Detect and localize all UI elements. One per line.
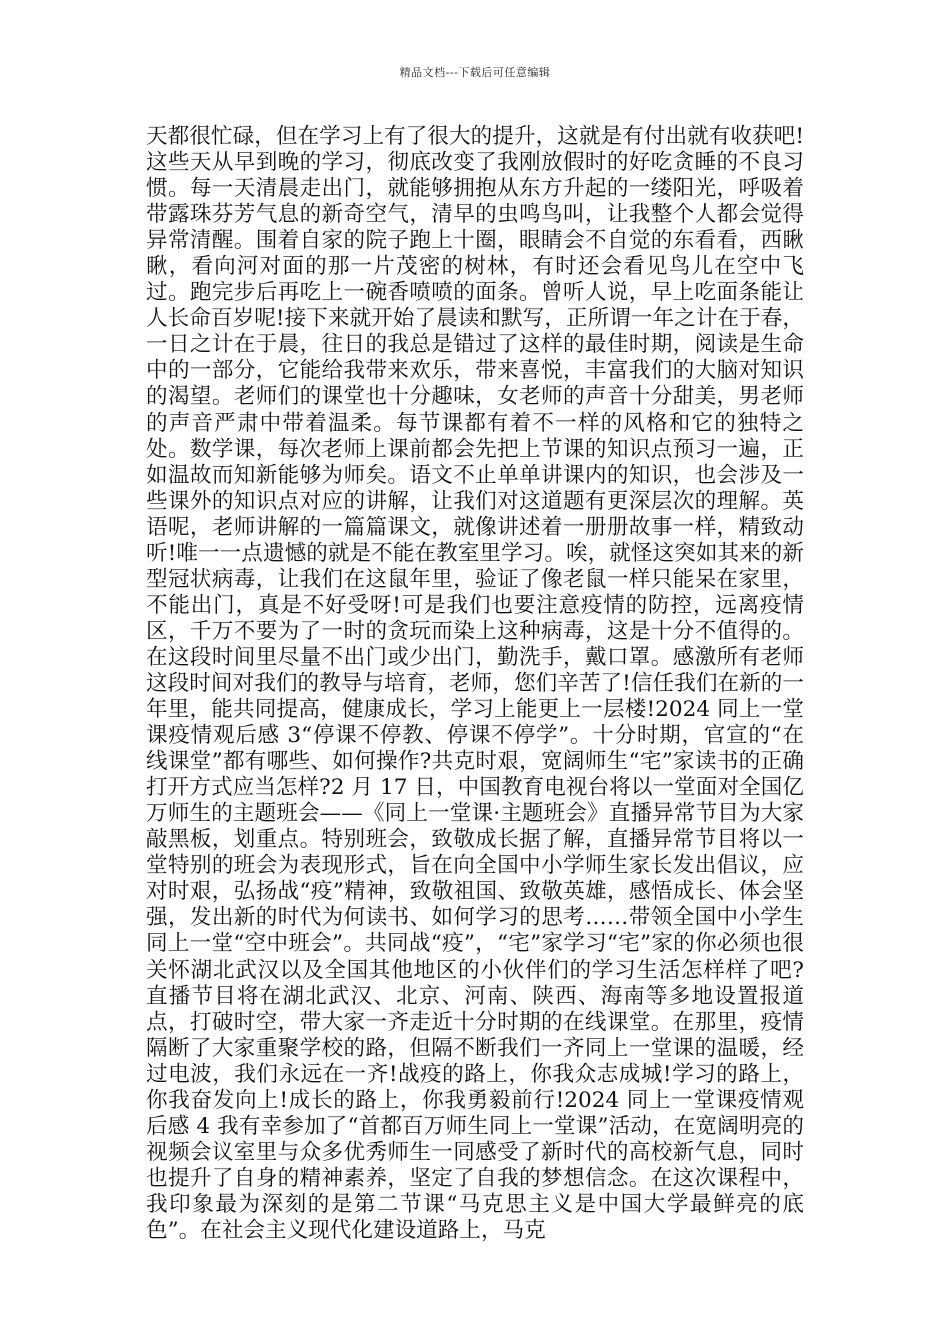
page-header: 精品文档---下载后可任意编辑: [399, 66, 551, 79]
body-paragraph: 天都很忙碌，但在学习上有了很大的提升，这就是有付出就有收获吧!这些天从早到晚的学习，彻底改变了我刚放假时的好吃贪睡的不良习惯。每一天清晨走出门，就能够拥抱从东方升起的一缕阳光，呼吸着带露珠芬芳气息的新奇空气，清早的虫鸣鸟叫，让我整个人都会觉得异常清醒。围着自家的院子跑上十圈，眼睛会不自觉的东看看，西瞅瞅，看向河对面的那一片茂密的树林，有时还会看见鸟儿在空中飞过。跑完步后再吃上一碗香喷喷的面条。曾听人说，早上吃面条能让人长命百岁呢!接下来就开始了晨读和默写，正所谓一年之计在于春，一日之计在于晨，往日的我总是错过了这样的最佳时期，阅读是生命中的一部分，它能给我带来欢乐，带来喜悦，丰富我们的大脑对知识的渴望。老师们的课堂也十分趣味，女老师的声音十分甜美，男老师的声音严肃中带着温柔。每节课都有着不一样的风格和它的独特之处。数学课，每次老师上课前都会先把上节课的知识点预习一遍，正如温故而知新能够为师矣。语文不止单单讲课内的知识，也会涉及一些课外的知识点对应的讲解，让我们对这道题有更深层次的理解。英语呢，老师讲解的一篇篇课文，就像讲述着一册册故事一样，精致动听!唯一一点遗憾的就是不能在教室里学习。唉，就怪这突如其来的新型冠状病毒，让我们在这鼠年里，验证了像老鼠一样只能呆在家里，不能出门，真是不好受呀!可是我们也要注意疫情的防控，远离疫情区，千万不要为了一时的贪玩而染上这种病毒，这是十分不值得的。在这段时间里尽量不出门或少出门，勤洗手，戴口罩。感激所有老师这段时间对我们的教导与培育，老师，您们辛苦了!信任我们在新的一年里，能共同提高，健康成长，学习上能更上一层楼!2024 同上一堂课疫情观后感 3“停课不停教、停课不停学”。十分时期，官宣的“在线课堂”都有哪些、如何操作?共克时艰，宽阔师生“宅”家读书的正确打开方式应当怎样?2 月 17 日，中国教育电视台将以一堂面对全国亿万师生的主题班会——《同上一堂课·主题班会》直播异常节目为大家敲黑板，划重点。特别班会，致敬成长据了解，直播异常节目将以一堂特别的班会为表现形式，旨在向全国中小学师生家长发出倡议，应对时艰，弘扬战“疫”精神，致敬祖国、致敬英雄，感悟成长、体会坚强，发出新的时代为何读书、如何学习的思考……带领全国中小学生同上一堂“空中班会”。共同战“疫”，“宅”家学习“宅”家的你必须也很关怀湖北武汉以及全国其他地区的小伙伴们的学习生活怎样样了吧?直播节目将在湖北武汉、北京、河南、陕西、海南等多地设置报道点，打破时空，带大家一齐走近十分时期的在线课堂。在那里，疫情隔断了大家重聚学校的路，但隔不断我们一齐同上一堂课的温暖，经过电波，我们永远在一齐!战疫的路上，你我众志成城!学习的路上，你我奋发向上!成长的路上，你我勇毅前行!2024 同上一堂课疫情观后感 4 我有幸参加了“首都百万师生同上一堂课”活动，在宽阔明亮的视频会议室里与众多优秀师生一同感受了新时代的高校新气息，同时也提升了自身的精神素养，坚定了自我的梦想信念。在这次课程中，我印象最为深刻的是第二节课“马克思主义是中国大学最鲜亮的底色”。在社会主义现代化建设道路上，马克: [146, 124, 804, 1243]
